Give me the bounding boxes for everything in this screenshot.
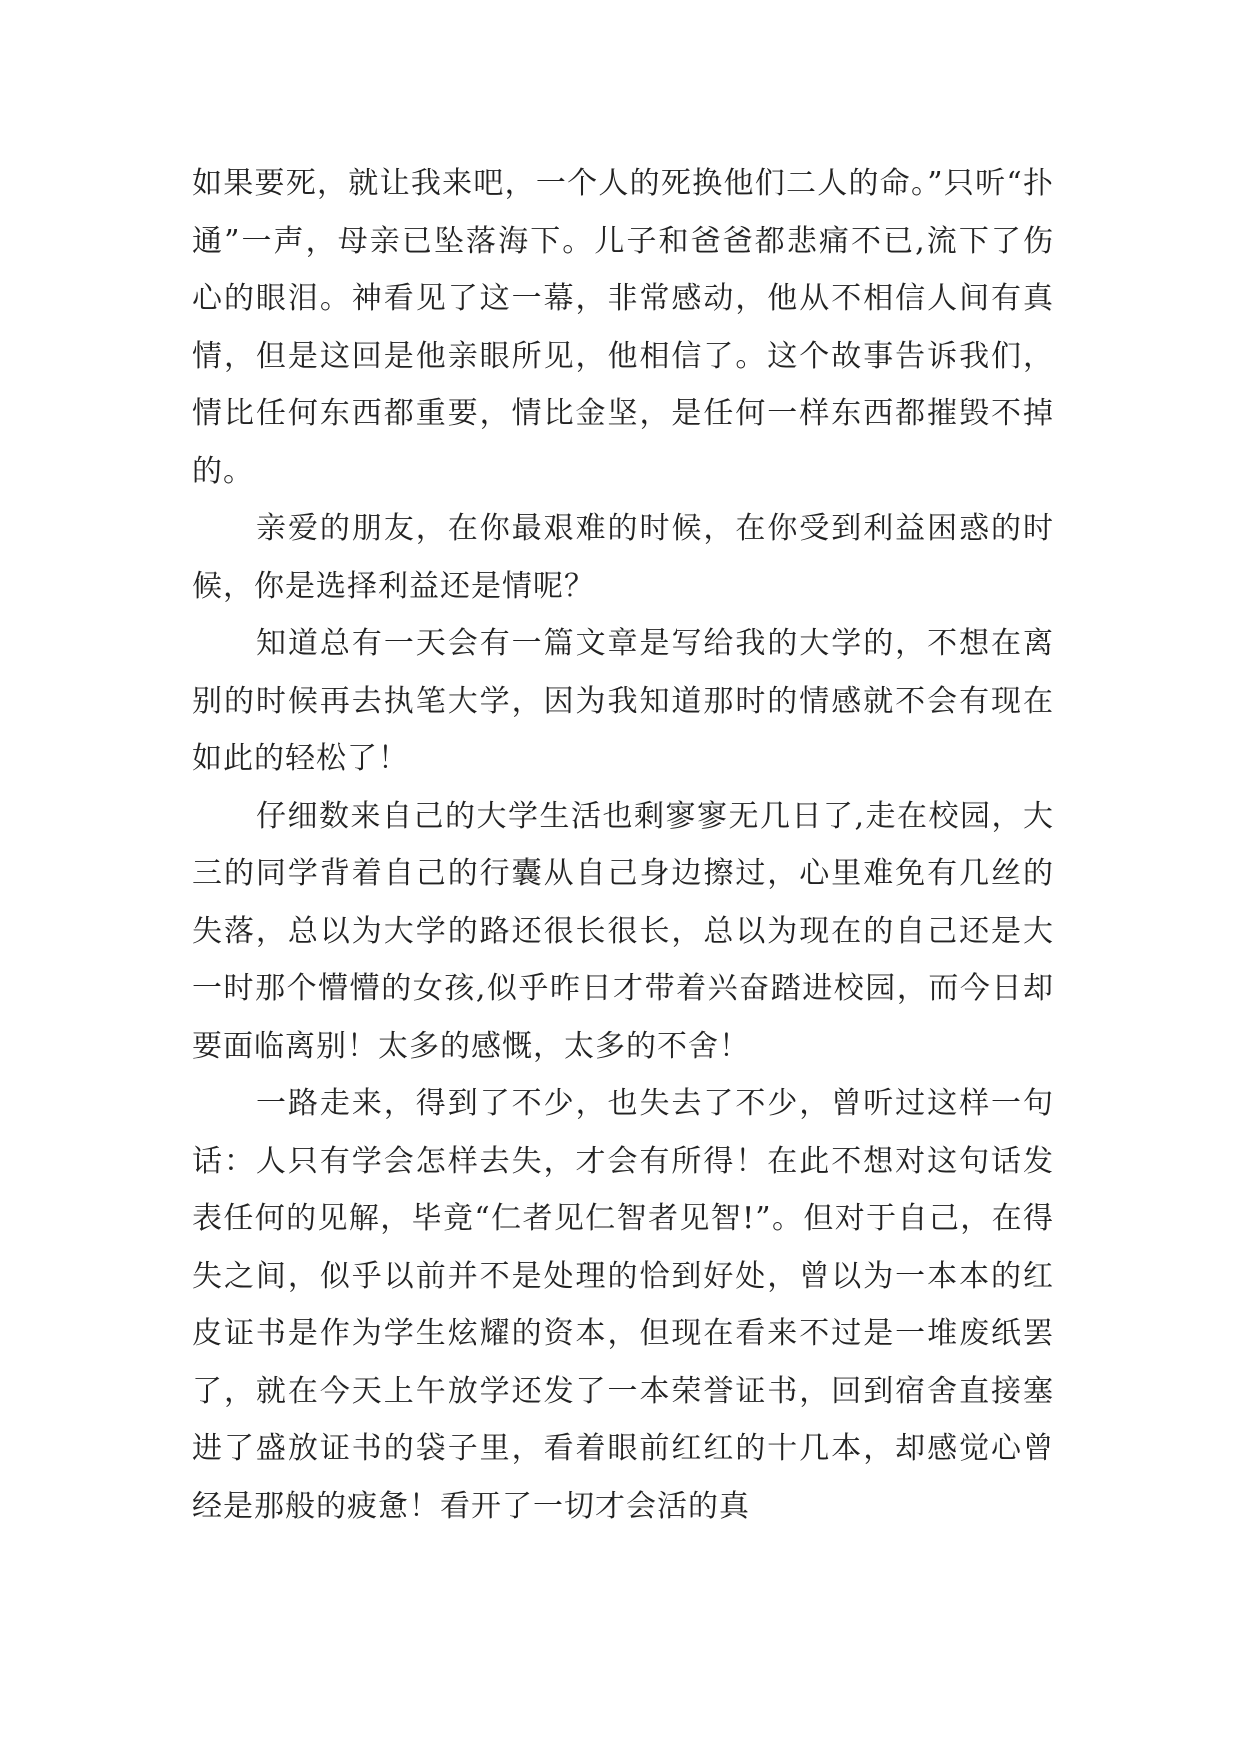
- paragraph: 知道总有一天会有一篇文章是写给我的大学的，不想在离别的时候再去执笔大学，因为我知道那时的情感就不会有现在如此的轻松了！: [192, 626, 1054, 776]
- paragraph: 如果要死，就让我来吧，一个人的死换他们二人的命。”只听“扑通”一声，母亲已坠落海下。儿子和爸爸都悲痛不已,流下了伤心的眼泪。神看见了这一幕，非常感动，他从不相信人间有真情，但是这回是他亲眼所见，他相信了。这个故事告诉我们，情比任何东西都重要，情比金坚，是任何一样东西都摧毁不掉的。: [192, 166, 1054, 489]
- paragraph: 亲爱的朋友，在你最艰难的时候，在你受到利益困惑的时候，你是选择利益还是情呢？: [192, 511, 1054, 604]
- paragraph: 仔细数来自己的大学生活也剩寥寥无几日了,走在校园，大三的同学背着自己的行囊从自己身边擦过，心里难免有几丝的失落，总以为大学的路还很长很长，总以为现在的自己还是大一时那个懵懵的女孩,似乎昨日才带着兴奋踏进校园，而今日却要面临离别！太多的感慨，太多的不舍！: [192, 798, 1054, 1064]
- paragraph: 一路走来，得到了不少，也失去了不少，曾听过这样一句话：人只有学会怎样去失，才会有所得！在此不想对这句话发表任何的见解，毕竟“仁者见仁智者见智!”。但对于自己，在得失之间，似乎以前并不是处理的恰到好处，曾以为一本本的红皮证书是作为学生炫耀的资本，但现在看来不过是一堆废纸罢了，就在今天上午放学还发了一本荣誉证书，回到宿舍直接塞进了盛放证书的袋子里，看着眼前红红的十几本，却感觉心曾经是那般的疲惫！看开了一切才会活的真: [192, 1086, 1054, 1524]
- document-page: [192, 155, 1054, 1535]
